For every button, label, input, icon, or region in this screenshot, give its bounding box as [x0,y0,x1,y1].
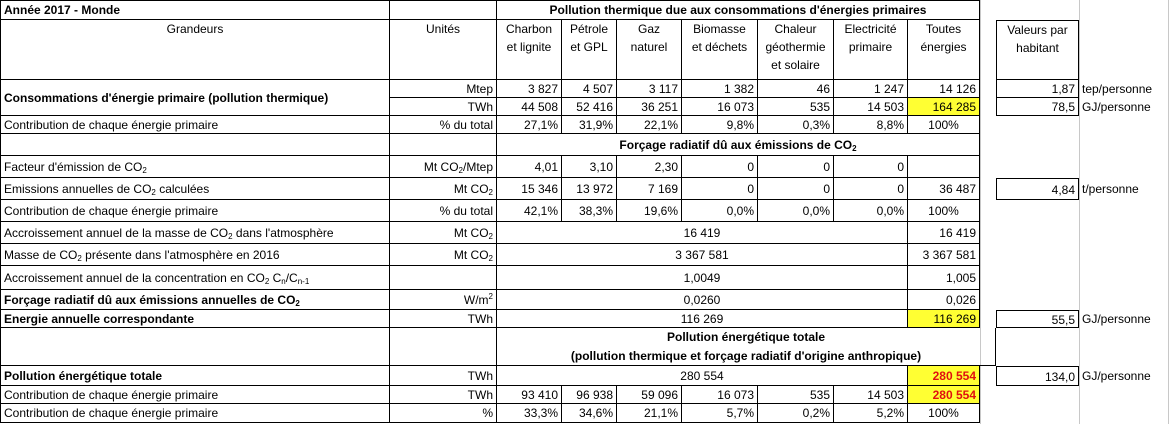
header-unites: Unités [390,20,497,80]
header-charbon-l1: Charbon [505,22,553,36]
cell: 16 419 [908,222,980,244]
cell: 0 [758,156,834,178]
sheet-title: Année 2017 - Monde [0,0,390,20]
subscript: 2 [488,232,493,241]
cell: 3,10 [562,156,617,178]
cell-merged: 0,0260 [497,290,908,310]
header-gaz [617,20,682,80]
label-text: Accroissement annuel de la concentration en CO [4,271,265,285]
header-biomasse [682,20,758,80]
cell: 96 938 [562,386,617,404]
cell: 0 [682,178,758,200]
cell: 7 169 [617,178,682,200]
row-conso-mtep-unit: Mtep [390,80,497,98]
subscript: 2 [77,254,82,263]
cell-per-capita-unit: GJ/personne [1082,100,1151,114]
cell: 0,0% [834,200,908,222]
blank-cell [908,156,980,178]
cell: 5,7% [682,404,758,423]
unit-text: Mt CO [453,182,489,196]
cell: 14 126 [908,80,980,98]
subscript: 2 [488,188,493,197]
blank-cell [0,134,390,156]
row-contrib4-unit: % [390,404,497,423]
section-total-line1: Pollution énergétique totale [666,330,825,344]
header-toutes [908,20,980,80]
cell: 16 073 [682,98,758,116]
subscript: 2 [142,166,147,175]
cell: 15 346 [497,178,562,200]
cell: 22,1% [617,116,682,134]
section-total-line2: (pollution thermique et forçage radiatif d'origine anthropique) [570,349,922,363]
blank-cell [390,134,497,156]
cell: 59 096 [617,386,682,404]
unit-text: W/m [463,293,489,307]
cell: 19,6% [617,200,682,222]
cell: 16 073 [682,386,758,404]
blank-cell [390,266,497,290]
row-contrib2-unit: % du total [390,200,497,222]
label-slash: /C [285,271,298,285]
cell: 0,3% [758,116,834,134]
header-gaz-l1: Gaz [637,22,660,36]
cell: 0 [834,178,908,200]
cell: 38,3% [562,200,617,222]
cell: 5,2% [834,404,908,423]
cell: 100% [908,116,980,134]
cell-merged: 116 269 [497,310,908,328]
cell-highlight: 280 554 [908,366,980,386]
row-contrib4-label: Contribution de chaque énergie primaire [0,404,390,423]
cell: 14 503 [834,98,908,116]
row-pollution-unit: TWh [390,366,497,386]
cell: 42,1% [497,200,562,222]
header-biomasse-l1: Biomasse [693,22,746,36]
cell: 21,1% [617,404,682,423]
row-facteur-label [0,156,390,178]
cell: 4 507 [562,80,617,98]
cell: 36 487 [908,178,980,200]
cell: 0,0% [758,200,834,222]
header-chaleur-l1: Chaleur [774,22,817,36]
row-energie-label: Energie annuelle correspondante [0,310,390,328]
cell: 0 [758,178,834,200]
cell: 0,2% [758,404,834,423]
header-petrole-l2: et GPL [570,40,608,54]
label-text: Facteur d'émission de CO [4,160,143,174]
superscript: 2 [488,292,493,301]
header-chaleur-l2: géothermie [765,40,826,54]
row-facteur-unit [390,156,497,178]
gridline [1079,0,1080,424]
label-text: Accroissement annuel de la masse de CO [4,226,229,240]
label-tail: calculées [155,182,210,196]
cell: 0 [682,156,758,178]
cell: 13 972 [562,178,617,200]
row-concentration-label [0,266,390,290]
cell: 33,3% [497,404,562,423]
blank-cell [0,328,390,366]
label-tail: présente dans l'atmosphère en 2016 [81,248,280,262]
header-petrole-l1: Pétrole [569,22,609,36]
subscript: 2 [852,144,857,153]
header-toutes-l1: Toutes [925,22,962,36]
cell-per-capita-unit: GJ/personne [1082,369,1151,383]
header-biomasse-l2: et déchets [691,40,748,54]
header-chaleur [758,20,834,80]
cell-merged: 280 554 [497,366,908,386]
label-tail: dans l'atmosphère [232,226,334,240]
cell: 1 382 [682,80,758,98]
cell-per-capita: 134,0 [996,366,1079,386]
row-masse-label [0,244,390,266]
blank-cell [390,328,497,366]
cell-per-capita: 4,84 [996,178,1079,200]
cell-per-capita-unit: GJ/personne [1082,312,1151,326]
cell: 52 416 [562,98,617,116]
row-pollution-label: Pollution énergétique totale [0,366,390,386]
cell: 3 367 581 [908,244,980,266]
cell: 36 251 [617,98,682,116]
blank-cell [390,0,497,20]
cell: 9,8% [682,116,758,134]
cell-per-capita: 55,5 [996,310,1079,328]
row-emissions-unit [390,178,497,200]
cell: 0,0% [682,200,758,222]
cell-merged: 16 419 [497,222,908,244]
cell: 0 [834,156,908,178]
subscript: 2 [264,277,270,286]
row-energie-unit: TWh [390,310,497,328]
cell: 3 827 [497,80,562,98]
header-toutes-l2: énergies [920,40,967,54]
row-forcage-unit [390,290,497,310]
section-thermal-heading: Pollution thermique due aux consommations d'énergies primaires [497,0,980,20]
header-grandeurs: Grandeurs [0,20,390,80]
unit-text: Mt CO [423,160,459,174]
row-contrib1-label: Contribution de chaque énergie primaire [0,116,390,134]
row-emissions-label [0,178,390,200]
cell-highlight: 116 269 [908,310,980,328]
row-conso-label: Consommations d'énergie primaire (pollution thermique) [0,80,390,116]
cell-per-capita: 78,5 [996,98,1079,116]
row-contrib1-unit: % du total [390,116,497,134]
cell: 31,9% [562,116,617,134]
row-contrib3-unit: TWh [390,386,497,404]
cell: 1 247 [834,80,908,98]
cell-per-capita-unit: t/personne [1082,182,1139,196]
row-accroissement-unit [390,222,497,244]
header-gaz-l2: naturel [630,40,668,54]
header-charbon [497,20,562,80]
cell: 0,026 [908,290,980,310]
section-total-heading [497,328,996,366]
section-forcing-text: Forçage radiatif dû aux émissions de CO [619,138,853,152]
cell: 8,8% [834,116,908,134]
cell: 1,005 [908,266,980,290]
header-per-capita-l2: habitant [1016,41,1059,55]
cell-per-capita-unit: tep/personne [1082,82,1153,96]
cell: 535 [758,98,834,116]
cell: 34,6% [562,404,617,423]
unit-tail: /Mtep [462,160,493,174]
header-electricite-l1: Electricité [844,22,897,36]
cell-merged: 1,0049 [497,266,908,290]
cell: 2,30 [617,156,682,178]
subscript: 2 [295,299,300,308]
subscript: 2 [458,166,463,175]
subscript: n [281,277,286,286]
gridline [1168,0,1169,424]
cell: 93 410 [497,386,562,404]
cell: 46 [758,80,834,98]
header-per-capita [996,20,1079,80]
unit-text: Mt CO [453,226,489,240]
subscript: 2 [151,188,156,197]
cell: 14 503 [834,386,908,404]
header-electricite [834,20,908,80]
header-petrole [562,20,617,80]
cell-merged: 3 367 581 [497,244,908,266]
section-forcing-heading [497,134,980,156]
cell: 27,1% [497,116,562,134]
label-text: Emissions annuelles de CO [4,182,152,196]
header-chaleur-l3: et solaire [771,58,820,72]
cell: 3 117 [617,80,682,98]
cell: 4,01 [497,156,562,178]
row-masse-unit [390,244,497,266]
label-c: C [269,271,282,285]
header-electricite-l2: primaire [848,40,893,54]
cell-highlight: 164 285 [908,98,980,116]
unit-text: Mt CO [453,248,489,262]
subscript: n-1 [297,277,310,286]
row-conso-twh-unit: TWh [390,98,497,116]
cell-highlight: 280 554 [908,386,980,404]
cell: 100% [908,200,980,222]
header-per-capita-l1: Valeurs par [1007,23,1068,37]
row-contrib3-label: Contribution de chaque énergie primaire [0,386,390,404]
header-charbon-l2: et lignite [506,40,552,54]
cell-per-capita: 1,87 [996,80,1079,98]
row-accroissement-label [0,222,390,244]
cell: 44 508 [497,98,562,116]
row-contrib2-label: Contribution de chaque énergie primaire [0,200,390,222]
subscript: 2 [488,254,493,263]
row-forcage-label [0,290,390,310]
cell: 535 [758,386,834,404]
subscript: 2 [228,232,233,241]
label-text: Forçage radiatif dû aux émissions annuelles de CO [4,293,296,307]
cell: 100% [908,404,980,423]
label-text: Masse de CO [4,248,78,262]
